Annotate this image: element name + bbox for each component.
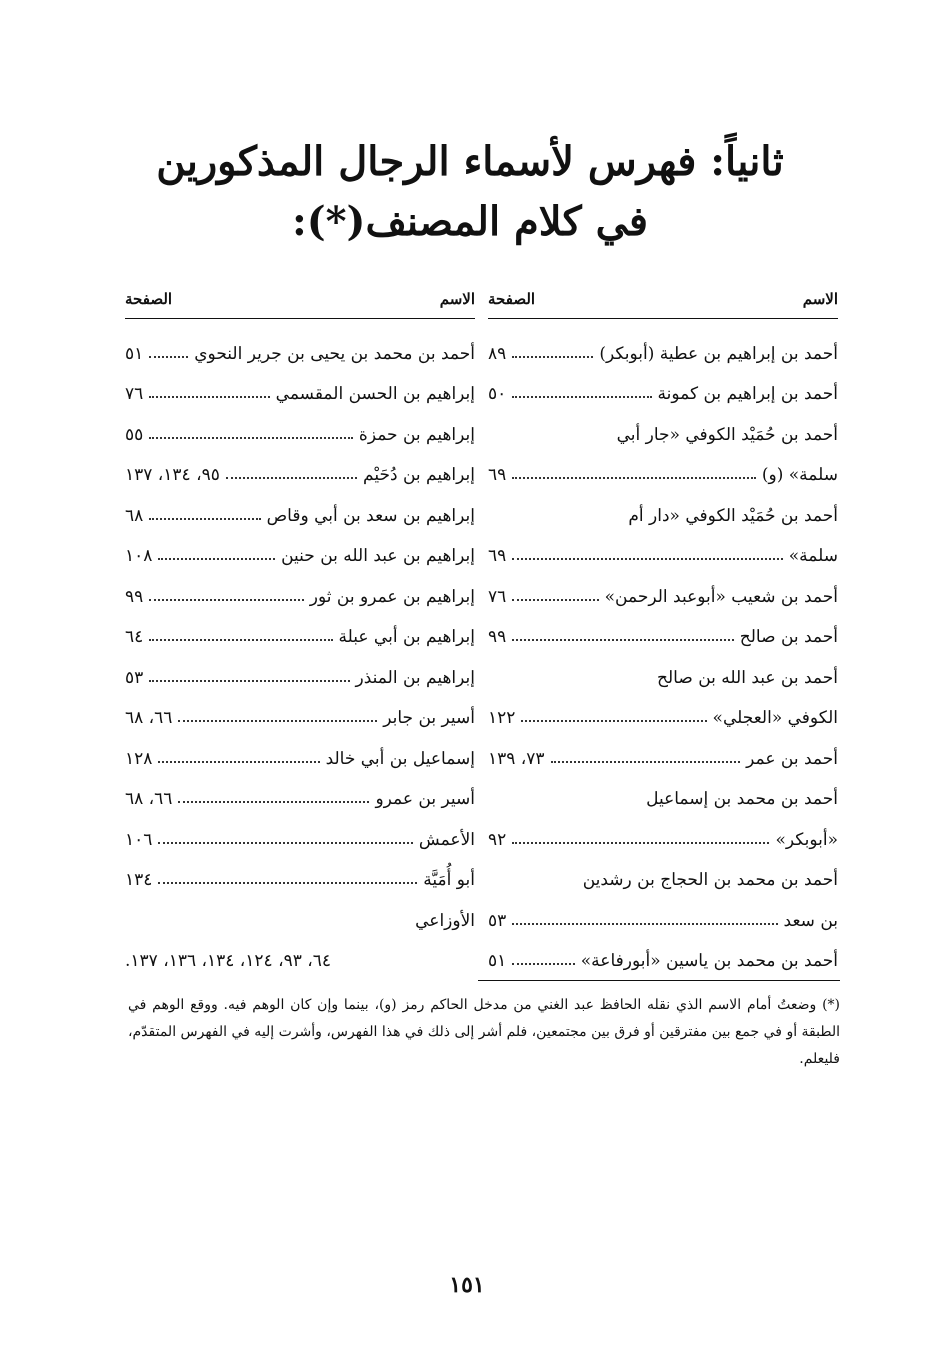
index-entry bbox=[488, 364, 838, 405]
index-entry bbox=[125, 404, 475, 445]
dot-leader bbox=[512, 962, 575, 965]
entry-pages: ٦٨ bbox=[125, 505, 144, 526]
entry-pages: ١٣٤ bbox=[125, 870, 153, 890]
entry-pages: ١٢٢ bbox=[488, 708, 516, 728]
entry-name: أحمد بن شعيب «أبوعبد الرحمن» bbox=[604, 586, 838, 607]
name-header: الاسم bbox=[439, 290, 475, 308]
dot-leader bbox=[149, 436, 353, 439]
index-subtitle: في كلام المصنف(*): bbox=[291, 198, 649, 245]
entry-pages: ٥١ bbox=[125, 343, 144, 364]
dot-leader bbox=[178, 719, 377, 722]
footnote: (*) وضعتُ أمام الاسم الذي نقله الحافظ عبد الغني من مدخل الحاكم رمز (و)، بينما وإن كان الوهم فيه. ووقع الوهم في الطبقة أو في جمع بين مفترقين أو فرق بين مجتمعين، فلم أشر إلى ذلك في هذا الفهرس، وأشرت إليه في الفهرس المتقدّم، فليعلم. bbox=[128, 997, 840, 1067]
entry-name: أحمد بن محمد بن ياسين «أبورفاعة» bbox=[580, 951, 838, 971]
page-header: الصفحة bbox=[488, 290, 536, 308]
entry-pages: ٩٩ bbox=[488, 627, 507, 647]
entry-name: سلمة» (و) bbox=[761, 465, 838, 485]
dot-leader bbox=[494, 883, 577, 884]
entry-pages: ٩٥، ١٣٤، ١٣٧ bbox=[125, 465, 220, 485]
index-entry bbox=[488, 404, 838, 445]
index-entry bbox=[125, 323, 475, 364]
index-entry bbox=[488, 728, 838, 769]
dot-leader bbox=[149, 517, 260, 520]
entry-pages: ٦٦، ٦٨ bbox=[125, 789, 173, 809]
dot-leader bbox=[512, 638, 734, 641]
index-entry bbox=[488, 931, 838, 972]
entry-name: أحمد بن محمد بن الحجاج بن رشدين bbox=[582, 870, 838, 890]
dot-leader bbox=[494, 802, 640, 803]
page-header: الصفحة bbox=[125, 290, 173, 308]
index-entry bbox=[488, 485, 838, 526]
entry-name: إبراهيم بن سعد بن أبي وقاص bbox=[266, 505, 475, 526]
index-entry bbox=[488, 850, 838, 891]
entry-pages: ٨٩ bbox=[488, 343, 507, 364]
index-entry bbox=[125, 931, 475, 972]
entry-name: الأعمش bbox=[418, 829, 475, 850]
dot-leader bbox=[149, 679, 349, 682]
footnote-rule bbox=[478, 980, 840, 981]
entry-name: أسير بن عمرو bbox=[375, 789, 475, 809]
dot-leader bbox=[512, 476, 756, 479]
entry-name: إبراهيم بن حمزة bbox=[358, 424, 475, 445]
entry-pages: ٦٤، ٩٣، ١٢٤، ١٣٤، ١٣٦، ١٣٧. bbox=[125, 951, 332, 971]
entry-name: أحمد بن عبد الله بن صالح bbox=[657, 667, 838, 688]
index-entry bbox=[488, 688, 838, 729]
index-column-left bbox=[125, 282, 475, 971]
entry-name: أحمد بن صالح bbox=[739, 627, 838, 647]
index-entry bbox=[125, 364, 475, 405]
entry-pages: ٩٩ bbox=[125, 586, 144, 607]
entry-name: إبراهيم بن أبي عبلة bbox=[338, 627, 475, 647]
entry-pages: ٥١ bbox=[488, 951, 507, 971]
dot-leader bbox=[551, 760, 741, 763]
entry-pages: ٥٣ bbox=[488, 910, 507, 931]
index-entry bbox=[125, 526, 475, 567]
entry-name: سلمة» bbox=[788, 546, 838, 566]
entry-name: أحمد بن محمد بن يحيى بن جرير النحوي bbox=[194, 343, 475, 364]
entry-name: أحمد بن إبراهيم بن كمونة bbox=[657, 384, 838, 404]
entry-list bbox=[125, 323, 475, 971]
dot-leader bbox=[512, 557, 783, 560]
index-entry bbox=[125, 647, 475, 688]
dot-leader bbox=[226, 476, 357, 479]
entry-name: الأوزاعي bbox=[415, 910, 475, 931]
entry-pages: ٧٦ bbox=[488, 586, 507, 607]
dot-leader bbox=[512, 355, 593, 358]
page-number: ١٥١ bbox=[449, 1272, 485, 1298]
index-entry bbox=[125, 809, 475, 850]
entry-pages: ٥٠ bbox=[488, 384, 507, 404]
entry-name: إبراهيم بن المنذر bbox=[355, 667, 475, 688]
dot-leader bbox=[149, 355, 188, 358]
entry-name: أحمد بن محمد بن إسماعيل bbox=[646, 789, 838, 809]
column-header bbox=[488, 282, 838, 308]
entry-name: أحمد بن حُمَيْد الكوفي «جار أبي bbox=[616, 424, 838, 445]
entry-name: أحمد بن إبراهيم بن عطية (أبوبكر) bbox=[599, 343, 838, 364]
dot-leader bbox=[158, 760, 319, 763]
index-entry bbox=[125, 607, 475, 648]
entry-pages: ١٠٦ bbox=[125, 829, 153, 850]
entry-name: بن سعد bbox=[783, 910, 838, 931]
index-entry bbox=[488, 647, 838, 688]
dot-leader bbox=[512, 841, 769, 844]
dot-leader bbox=[337, 964, 469, 965]
entry-pages: ٦٩ bbox=[488, 546, 507, 566]
index-column-right bbox=[488, 282, 838, 971]
entry-name: «أبوبكر» bbox=[775, 829, 838, 850]
dot-leader bbox=[149, 598, 304, 601]
index-entry bbox=[488, 769, 838, 810]
dot-leader bbox=[494, 519, 622, 520]
index-entry bbox=[125, 566, 475, 607]
index-entry bbox=[488, 445, 838, 486]
index-entry bbox=[125, 850, 475, 891]
index-entry bbox=[125, 728, 475, 769]
entry-pages: ٧٣، ١٣٩ bbox=[488, 748, 545, 769]
entry-name: الكوفي «العجلي» bbox=[712, 708, 838, 728]
entry-pages: ٦٩ bbox=[488, 465, 507, 485]
index-entry bbox=[125, 485, 475, 526]
dot-leader bbox=[512, 395, 651, 398]
entry-pages: ١٠٨ bbox=[125, 546, 153, 566]
entry-name: أبو أُمَيَّة bbox=[423, 870, 475, 890]
dot-leader bbox=[149, 395, 269, 398]
entry-pages: ٦٤ bbox=[125, 627, 144, 647]
entry-pages: ٩٢ bbox=[488, 829, 507, 850]
index-entry bbox=[488, 526, 838, 567]
index-entry bbox=[488, 323, 838, 364]
entry-name: إبراهيم بن دُحَيْم bbox=[363, 465, 475, 485]
index-entry bbox=[488, 890, 838, 931]
entry-pages: ٥٥ bbox=[125, 424, 144, 445]
entry-list bbox=[488, 323, 838, 971]
entry-name: إبراهيم بن الحسن المقسمي bbox=[275, 384, 475, 404]
header-rule bbox=[125, 318, 475, 319]
index-entry bbox=[488, 607, 838, 648]
entry-name: أحمد بن حُمَيْد الكوفي «دار أم bbox=[628, 505, 838, 526]
entry-name: إسماعيل بن أبي خالد bbox=[325, 748, 475, 769]
dot-leader bbox=[494, 438, 611, 439]
dot-leader bbox=[178, 800, 369, 803]
name-header: الاسم bbox=[802, 290, 838, 308]
column-header bbox=[125, 282, 475, 308]
index-entry bbox=[125, 688, 475, 729]
index-entry bbox=[488, 566, 838, 607]
dot-leader bbox=[512, 922, 777, 925]
entry-name: إبراهيم بن عبد الله بن حنين bbox=[281, 546, 475, 566]
dot-leader bbox=[494, 681, 651, 682]
dot-leader bbox=[158, 881, 417, 884]
header-rule bbox=[488, 318, 838, 319]
dot-leader bbox=[512, 598, 598, 601]
entry-pages: ١٢٨ bbox=[125, 748, 153, 769]
entry-pages: ٦٦، ٦٨ bbox=[125, 708, 173, 728]
index-title: ثانياً: فهرس لأسماء الرجال المذكورين bbox=[156, 138, 784, 185]
entry-name: إبراهيم بن عمرو بن ثور bbox=[309, 586, 475, 607]
entry-name: أسير بن جابر bbox=[383, 708, 475, 728]
dot-leader bbox=[158, 557, 275, 560]
index-entry bbox=[125, 890, 475, 931]
dot-leader bbox=[521, 719, 706, 722]
entry-pages: ٥٣ bbox=[125, 667, 144, 688]
dot-leader bbox=[131, 924, 409, 925]
dot-leader bbox=[149, 638, 332, 641]
dot-leader bbox=[158, 841, 413, 844]
index-entry bbox=[125, 769, 475, 810]
index-entry bbox=[488, 809, 838, 850]
index-entry bbox=[125, 445, 475, 486]
entry-pages: ٧٦ bbox=[125, 384, 144, 404]
entry-name: أحمد بن عمر bbox=[746, 748, 838, 769]
